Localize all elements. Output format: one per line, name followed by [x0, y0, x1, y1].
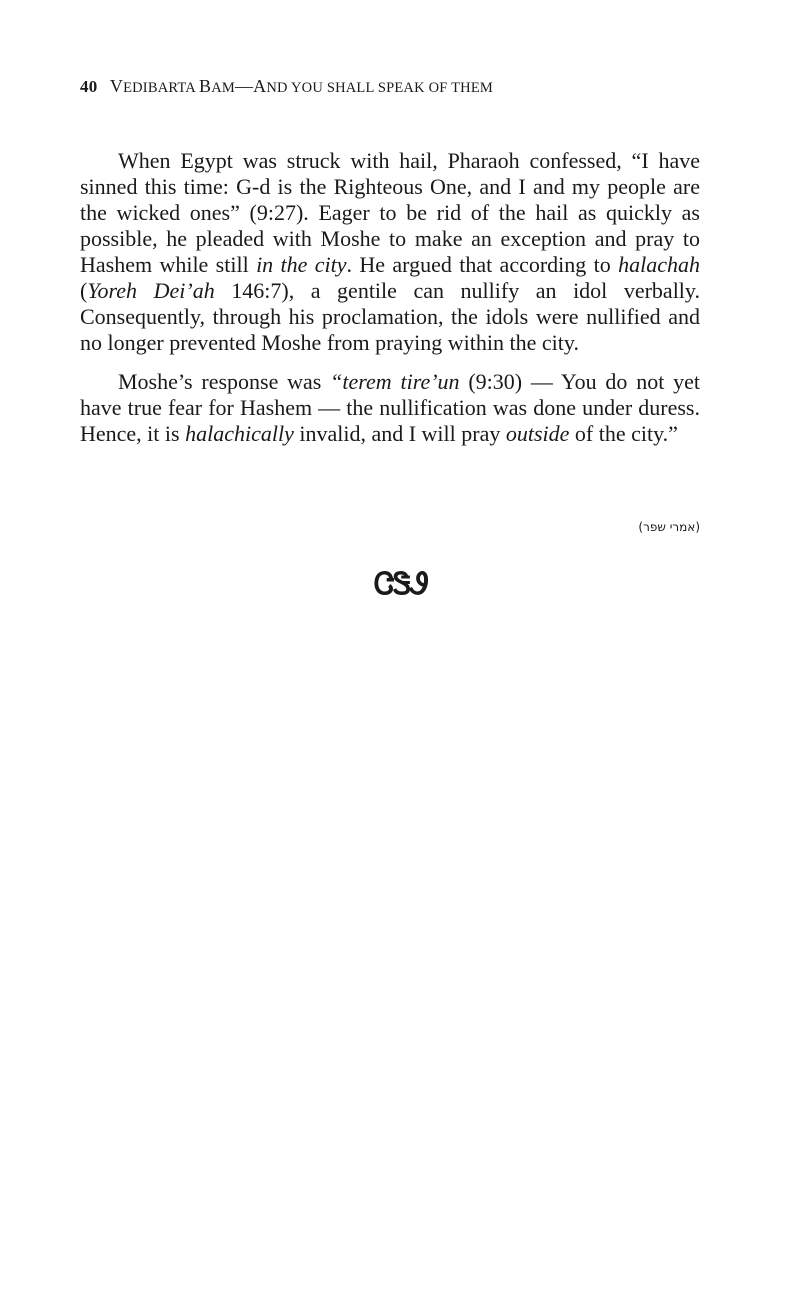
text-run: of the city.” [569, 421, 678, 446]
running-title-rest-2: AM [211, 80, 235, 96]
italic-citation: Yoreh Dei’ah [87, 278, 215, 303]
text-run: 146:7), a gentile can nullify an idol verbally. Consequently, through his proclamation, the idols were nullified and no longer prevented Moshe from praying within the city. [80, 278, 700, 355]
running-title-rest-1: EDIBARTA [123, 80, 199, 96]
text-run: invalid, and I will pray [293, 421, 506, 446]
source-citation: (אמרי שפר) [638, 520, 700, 534]
page-header [80, 76, 493, 97]
body-text [80, 148, 700, 460]
paragraph-pharaoh-confession [80, 148, 700, 356]
italic-term-outside: outside [505, 421, 570, 446]
italic-term-halachically: halachically [185, 421, 294, 446]
running-title-cap-2: B [198, 76, 212, 96]
page-number: 40 [80, 77, 98, 96]
running-title-rest-3: ND YOU SHALL SPEAK OF THEM [266, 80, 493, 96]
running-title [110, 77, 493, 96]
running-title-cap-3: A [253, 76, 267, 96]
running-title-dash: — [234, 76, 254, 96]
text-run: ( [80, 278, 88, 303]
text-run: Moshe’s response was [118, 369, 331, 394]
italic-phrase: in the city [256, 252, 347, 277]
text-run: . He argued that according to [346, 252, 619, 277]
italic-term-halachah: halachah [618, 252, 701, 277]
italic-quote: “terem tire’un [330, 369, 460, 394]
running-title-cap-1: V [109, 76, 124, 96]
paragraph-moshe-response [80, 369, 700, 447]
text-run: (9:30) — You do not yet have true fear for Hashem — the nullification was done under duress. Hence, it is [80, 369, 700, 446]
section-end-ornament: ᏣᏕᏭ [374, 568, 426, 601]
text-run: When Egypt was struck with hail, Pharaoh confessed, “I have sinned this time: G-d is the Righteous One, and I and my people are the wicked ones” (9:27). Eager to be rid of the hail as quickly as possible, he pleaded with Moshe to make an exception and pray to Hashem while still [80, 148, 700, 277]
